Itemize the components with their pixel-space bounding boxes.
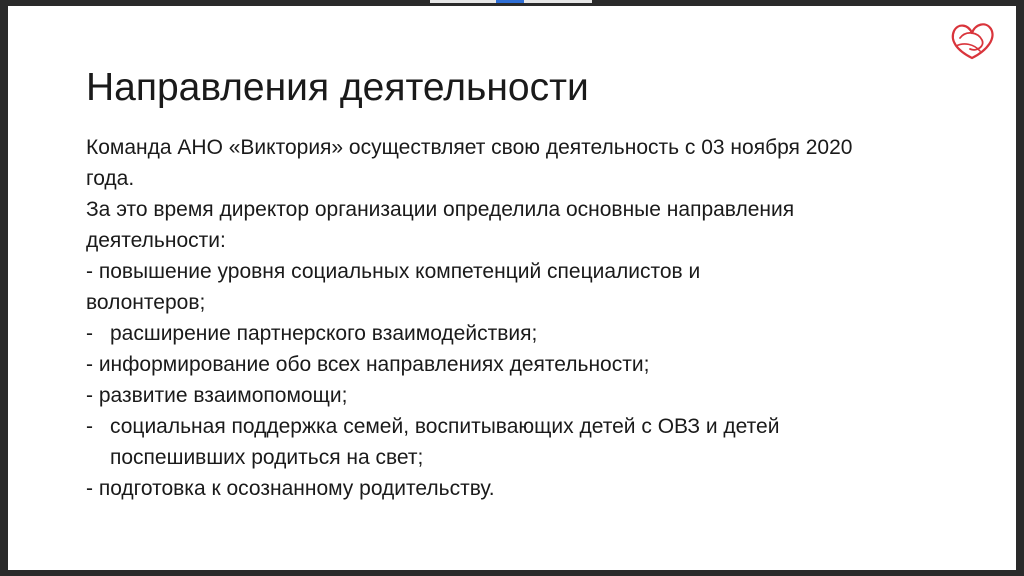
- slide-body: [86, 132, 946, 504]
- list-item: - повышение уровня социальных компетенций специалистов и: [86, 260, 701, 283]
- list-dash: -: [86, 322, 93, 345]
- list-dash: -: [86, 415, 93, 438]
- list-item: - подготовка к осознанному родительству.: [86, 477, 495, 500]
- body-line: За это время директор организации определила основные направления: [86, 198, 795, 221]
- list-item-text: социальная поддержка семей, воспитывающих детей с ОВЗ и детей: [110, 415, 780, 438]
- list-item-continuation: [86, 442, 946, 473]
- slide: [8, 6, 1016, 570]
- list-item-text: расширение партнерского взаимодействия;: [110, 322, 538, 345]
- top-toolbar-accent: [496, 0, 524, 3]
- list-item: [86, 318, 946, 349]
- list-item-continuation: волонтеров;: [86, 291, 206, 314]
- list-indent: [86, 442, 110, 473]
- slide-title: Направления деятельности: [86, 66, 589, 109]
- list-item: - развитие взаимопомощи;: [86, 384, 348, 407]
- list-item: - информирование обо всех направлениях деятельности;: [86, 353, 650, 376]
- list-item-text: поспешивших родиться на свет;: [110, 446, 424, 469]
- body-line: деятельности:: [86, 229, 226, 252]
- body-line: Команда АНО «Виктория» осуществляет свою деятельность с 03 ноября 2020: [86, 136, 853, 159]
- body-line: года.: [86, 167, 135, 190]
- list-item: [86, 411, 946, 442]
- heart-swirl-logo-icon: [944, 16, 1000, 66]
